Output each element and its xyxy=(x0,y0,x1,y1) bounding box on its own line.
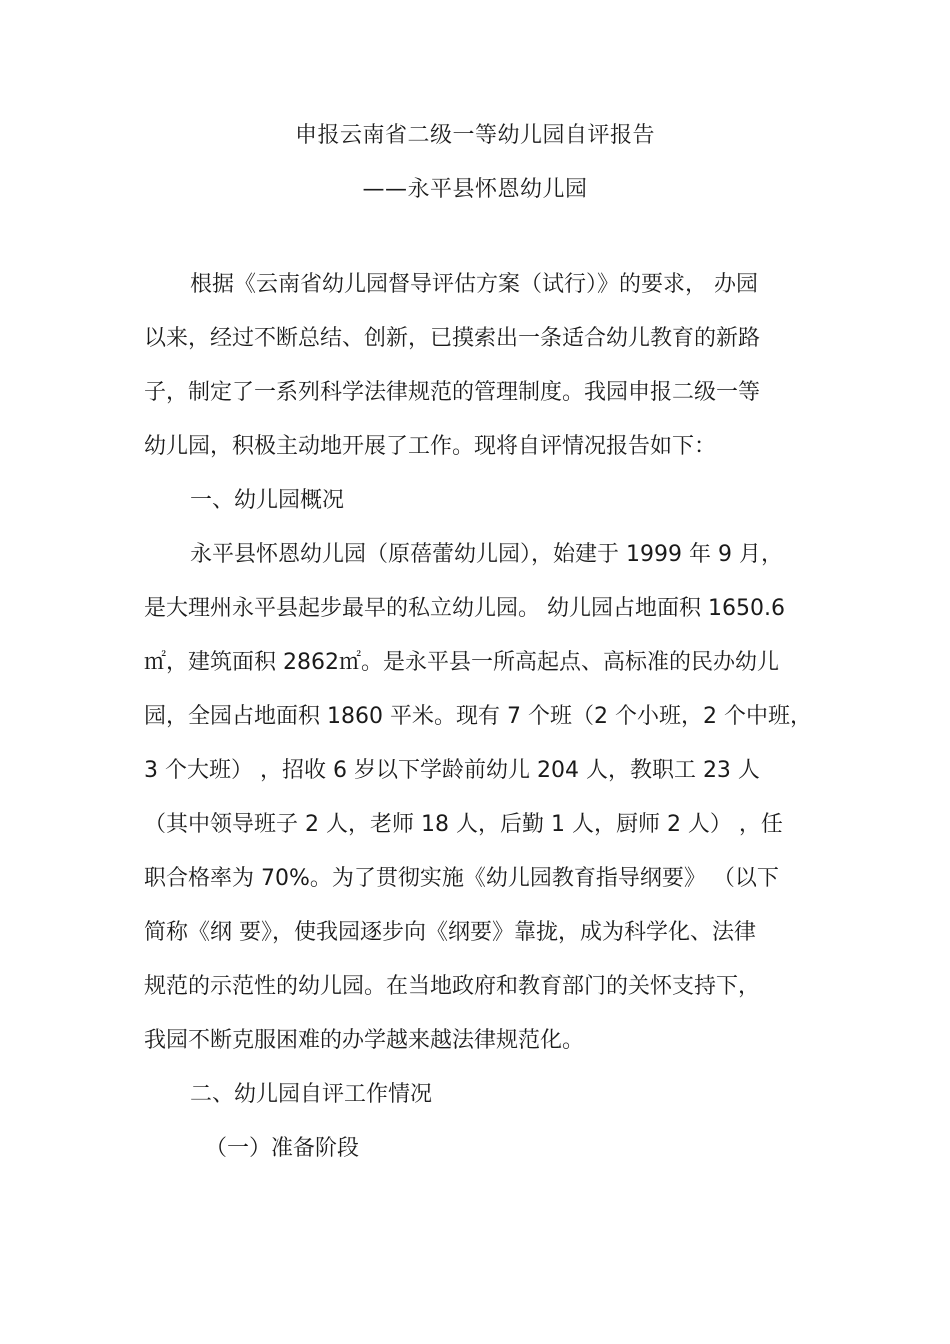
section-heading: 一、幼儿园概况 xyxy=(190,488,345,513)
paragraph-line: 根据《云南省幼儿园督导评估方案（试行）》的要求， 办园 xyxy=(190,272,758,297)
paragraph-line: 幼儿园，积极主动地开展了工作。现将自评情况报告如下： xyxy=(144,434,717,459)
paragraph-line: 子，制定了一系列科学法律规范的管理制度。我园申报二级一等 xyxy=(144,380,761,405)
paragraph-line: （其中领导班子 2 人，老师 18 人，后勤 1 人，厨师 2 人） ，任 xyxy=(144,812,783,837)
paragraph-line: 规范的示范性的幼儿园。在当地政府和教育部门的关怀支持下， xyxy=(144,974,761,999)
paragraph-line: ㎡，建筑面积 2862㎡。是永平县一所高起点、高标准的民办幼儿 xyxy=(144,650,779,675)
paragraph-line: 是大理州永平县起步最早的私立幼儿园。 幼儿园占地面积 1650.6 xyxy=(144,596,785,621)
section-heading: 二、幼儿园自评工作情况 xyxy=(190,1082,433,1107)
document-title: 申报云南省二级一等幼儿园自评报告 xyxy=(294,123,655,148)
paragraph-line: 永平县怀恩幼儿园（原蓓蕾幼儿园），始建于 1999 年 9 月， xyxy=(190,542,783,567)
document-subtitle: ——永平县怀恩幼儿园 xyxy=(362,177,588,202)
paragraph-line: 简称《纲 要》，使我园逐步向《纲要》靠拢，成为科学化、法律 xyxy=(144,920,756,945)
paragraph-line: 职合格率为 70%。为了贯彻实施《幼儿园教育指导纲要》 （以下 xyxy=(144,866,779,891)
subsection-heading: （一）准备阶段 xyxy=(205,1136,360,1161)
paragraph-line: 3 个大班） ，招收 6 岁以下学龄前幼儿 204 人，教职工 23 人 xyxy=(144,758,760,783)
paragraph-line: 以来，经过不断总结、创新，已摸索出一条适合幼儿教育的新路 xyxy=(144,326,761,351)
paragraph-line: 园，全园占地面积 1860 平米。现有 7 个班（2 个小班，2 个中班， xyxy=(144,704,812,729)
paragraph-line: 我园不断克服困难的办学越来越法律规范化。 xyxy=(144,1028,585,1053)
